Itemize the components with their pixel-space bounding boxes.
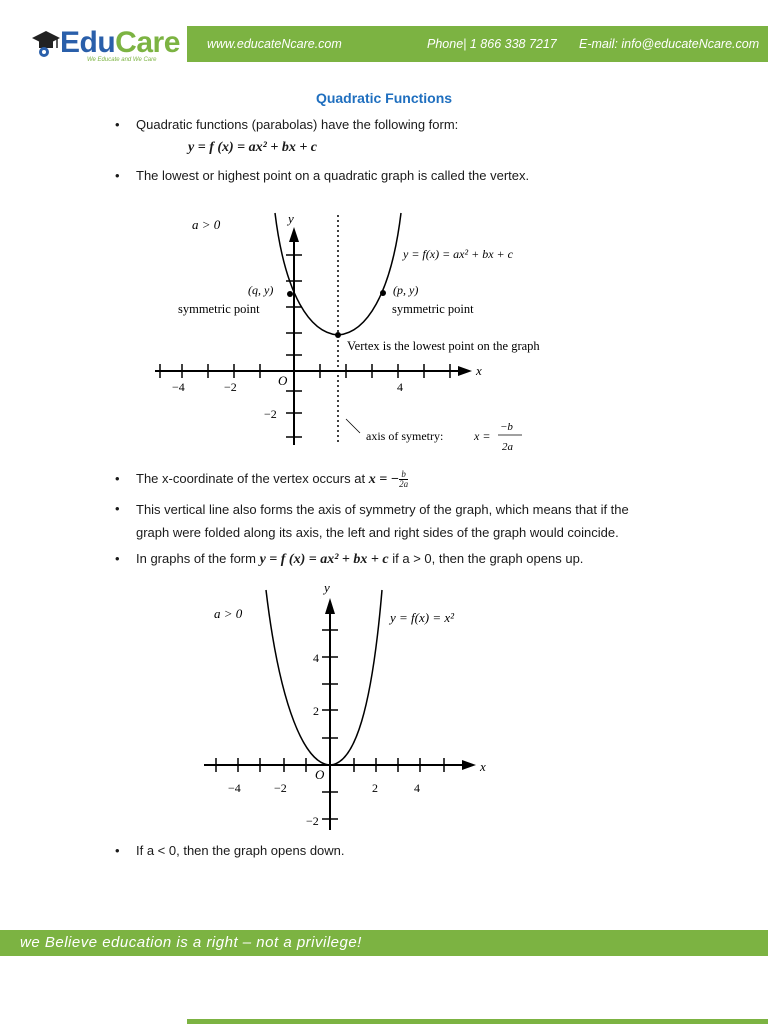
tick-label-x-4: 4 [414, 781, 420, 795]
condition-label: a > 0 [214, 606, 243, 621]
phone-text: Phone| 1 866 338 7217 [427, 37, 557, 51]
tick-label-x-m4: −4 [172, 380, 185, 394]
origin-label: O [278, 373, 288, 388]
vertex-x-text: The x-coordinate of the vertex occurs at [136, 471, 366, 486]
tick-label-y-4: 4 [313, 651, 319, 665]
x-axis-label: x [476, 363, 482, 378]
point-left-label: (q, y) [248, 283, 274, 297]
y-axis-label: y [324, 580, 330, 595]
symmetric-point-right [380, 290, 386, 296]
condition-label: a > 0 [192, 217, 221, 232]
symmetric-point-left [287, 291, 293, 297]
y-axis-arrow [289, 227, 299, 242]
header-contact-bar [187, 26, 768, 62]
equation-label: y = f(x) = ax² + bx + c [403, 247, 513, 261]
next-page-logo-fragment [30, 1018, 180, 1024]
tick-label-x-m2: −2 [274, 781, 287, 795]
logo-tagline: We Educate and We Care [87, 57, 157, 63]
form-suffix-text: if a > 0, then the graph opens up. [392, 551, 584, 566]
bullet-dot: • [115, 117, 120, 132]
origin-label: O [315, 767, 325, 782]
symmetric-point-right-label: symmetric point [392, 302, 474, 316]
x-axis-label: x [480, 759, 486, 774]
tick-label-y-m2: −2 [306, 814, 319, 828]
fraction-denominator: 2a [399, 479, 409, 490]
axis-of-symmetry-formula: x = [474, 429, 491, 443]
bullet-text: Quadratic functions (parabolas) have the following form: [136, 117, 459, 132]
bullet-text [136, 548, 696, 571]
axis-of-symmetry-numerator: −b [500, 421, 513, 433]
axis-of-symmetry-label: axis of symetry: [366, 429, 444, 443]
educare-logo[interactable] [30, 24, 180, 68]
graduation-cap-icon [30, 28, 62, 58]
page-title: Quadratic Functions [315, 90, 453, 106]
bullet-text: The lowest or highest point on a quadratic graph is called the vertex. [136, 168, 530, 183]
vertex-note: Vertex is the lowest point on the graph [347, 339, 540, 353]
vertex-diagram [150, 205, 630, 455]
tick-label-x-4: 4 [397, 380, 403, 394]
bullet-dot: • [115, 843, 120, 858]
bullet-text: If a < 0, then the graph opens down. [136, 843, 345, 858]
tick-label-x-m2: −2 [224, 380, 237, 394]
axis-pointer-line [346, 419, 360, 433]
parabola-opens-up-graph [200, 578, 500, 838]
bullet-dot: • [115, 501, 120, 516]
tick-label-x-m4: −4 [228, 781, 241, 795]
y-axis-arrow [325, 598, 335, 614]
quadratic-form-formula: y = f (x) = ax² + bx + c [188, 140, 318, 155]
tick-label-y-2: 2 [313, 704, 319, 718]
axis-of-symmetry-denominator: 2a [502, 441, 513, 453]
tick-label-x-2: 2 [372, 781, 378, 795]
bullet-dot: • [115, 471, 120, 486]
x-axis-arrow [458, 366, 472, 376]
bullet-dot: • [115, 551, 120, 566]
general-form-formula: y = f (x) = ax² + bx + c [259, 552, 389, 567]
footer-slogan-bar [0, 930, 768, 956]
logo-edu: Edu [60, 26, 116, 59]
footer-slogan: we Believe education is a right – not a privilege! [20, 934, 362, 951]
symmetric-point-left-label: symmetric point [178, 302, 260, 316]
form-prefix-text: In graphs of the form [136, 551, 256, 566]
fraction-numerator: b [399, 470, 408, 480]
vertex-x-formula: x = − [368, 472, 400, 487]
bullet-text [136, 498, 696, 544]
y-axis-label: y [288, 211, 294, 226]
bullet-text-line-1: This vertical line also forms the axis of symmetry of the graph, which means that if the [136, 502, 629, 517]
bullet-text [136, 468, 696, 491]
website-link[interactable]: www.educateNcare.com [207, 37, 342, 51]
next-page-header-bar [187, 1019, 768, 1024]
x-axis-arrow [462, 760, 476, 770]
bullet-text-line-2: graph were folded along its axis, the left and right sides of the graph would coincide. [136, 525, 619, 540]
bullet-dot: • [115, 168, 120, 183]
email-link[interactable]: E-mail: info@educateNcare.com [579, 37, 760, 51]
point-right-label: (p, y) [393, 283, 419, 297]
tick-label-y-m2: −2 [264, 407, 277, 421]
vertex-x-fraction [399, 470, 408, 489]
equation-label: y = f(x) = x² [390, 610, 455, 625]
logo-care: Care [115, 26, 180, 59]
vertex-point [335, 332, 341, 338]
